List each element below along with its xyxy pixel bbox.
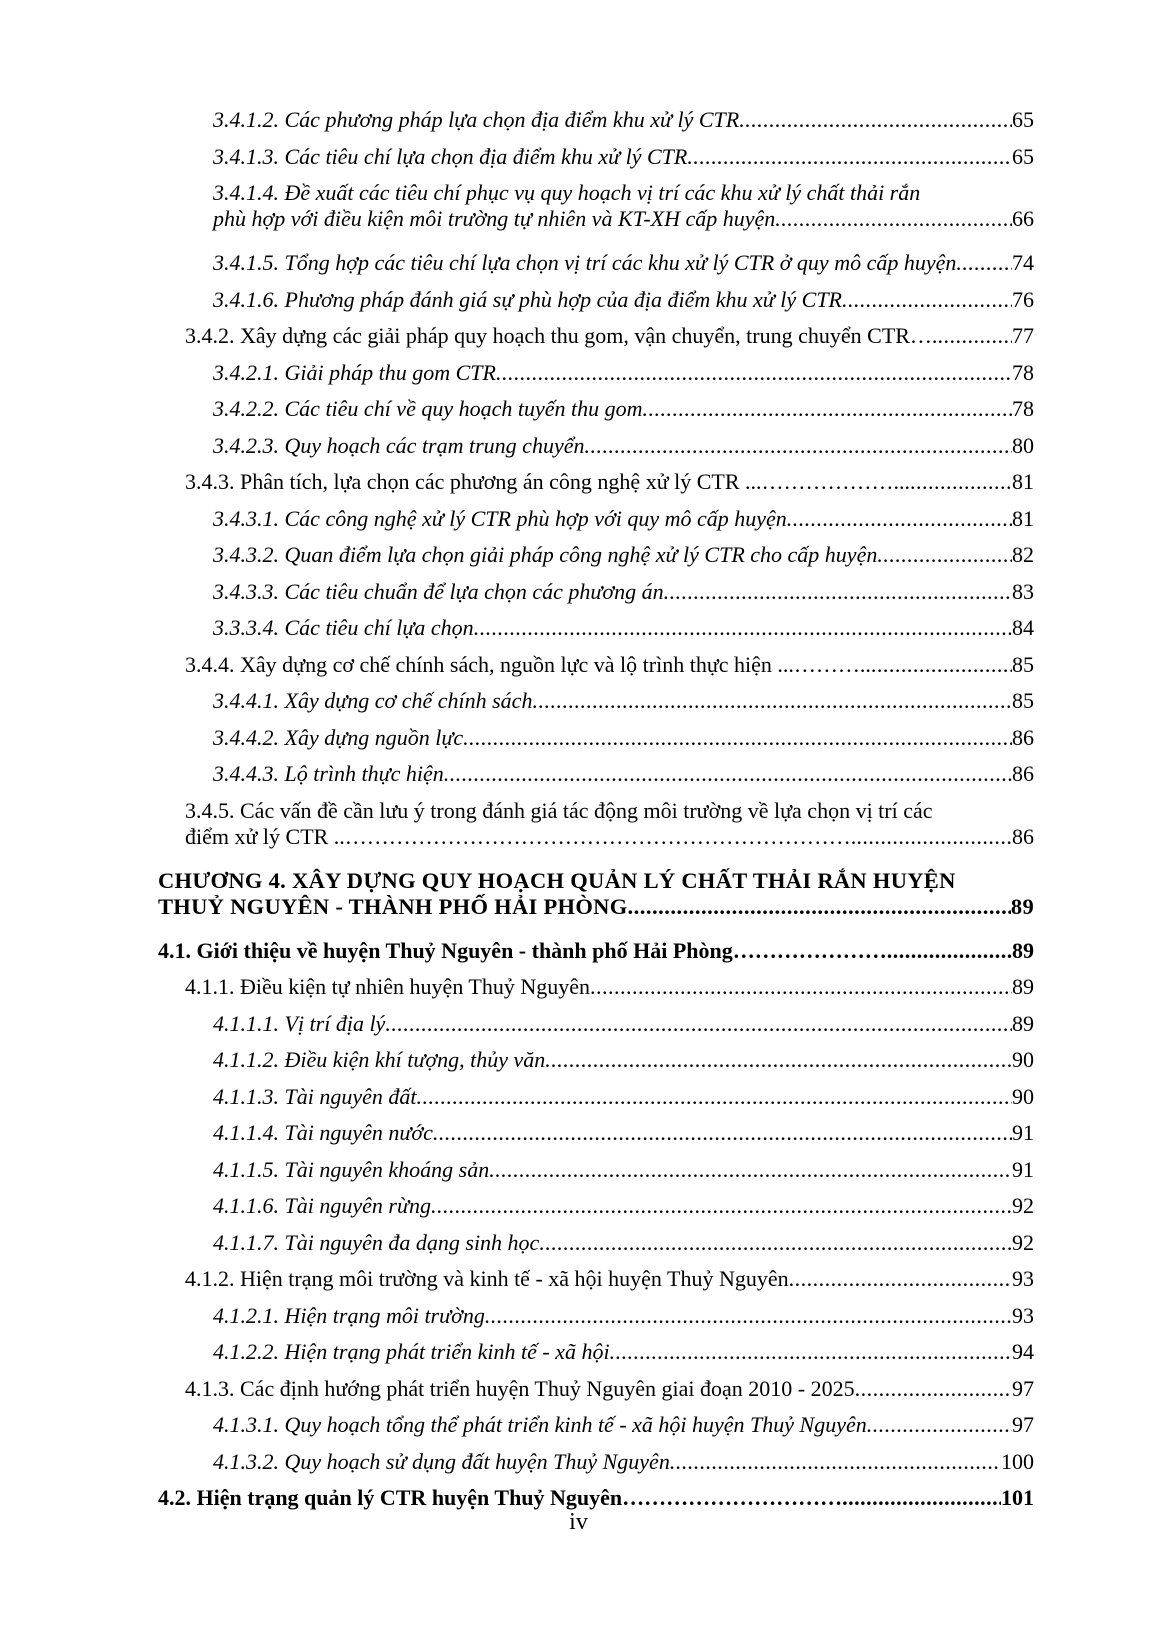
toc-entry-title: 3.4.1.5. Tổng hợp các tiêu chí lựa chọn vị trí các khu xử lý CTR ở quy mô cấp huyện <box>213 250 957 275</box>
dot-leader <box>385 1011 1012 1037</box>
toc-entry-page: 89 <box>1012 1010 1034 1036</box>
dot-leader <box>643 396 1012 422</box>
toc-entry-page: 94 <box>1012 1339 1034 1364</box>
toc-entry-title: 3.4.3.3. Các tiêu chuẩn để lựa chọn các phương án <box>213 578 664 604</box>
toc-entry <box>158 542 1034 579</box>
toc-entry-title: 3.4.2.1. Giải pháp thu gom CTR <box>213 359 496 385</box>
toc-entry-page: 90 <box>1012 1047 1034 1072</box>
toc-entry-page: 93 <box>1012 1266 1034 1291</box>
toc-entry-page: 91 <box>1012 1120 1034 1145</box>
toc-entry-page: 86 <box>1012 823 1034 849</box>
toc-entry-page: 82 <box>1012 542 1034 567</box>
toc-entry <box>158 1230 1034 1267</box>
toc-entry-title: 4.1.1.1. Vị trí địa lý <box>213 1010 386 1036</box>
toc-entry <box>158 688 1034 725</box>
toc-entry-page: 81 <box>1012 469 1034 494</box>
dot-leader <box>532 688 1012 714</box>
toc-entry <box>158 579 1034 616</box>
toc-entry-title: phù hợp với điều kiện môi trường tự nhiên và KT-XH cấp huyện <box>213 206 776 231</box>
toc-entry-title: 4.1.1.7. Tài nguyên đa dạng sinh học <box>213 1229 540 1255</box>
toc-entry-page: 80 <box>1012 432 1034 458</box>
toc-entry <box>158 1193 1034 1230</box>
toc-entry <box>158 469 1034 506</box>
toc-entry-title: 3.4.1.3. Các tiêu chí lựa chọn địa điểm khu xử lý CTR <box>213 143 688 169</box>
dot-leader <box>584 433 1012 459</box>
dot-leader <box>433 1120 1012 1146</box>
toc-entry <box>158 974 1034 1011</box>
dot-leader <box>887 938 1012 964</box>
toc-entry-title: 3.4.4. Xây dựng cơ chế chính sách, nguồn lực và lộ trình thực hiện ...……….. <box>185 651 871 677</box>
toc-entry-page: 83 <box>1012 578 1034 604</box>
page-number: iv <box>569 1509 588 1535</box>
toc-entry-title: 3.4.2. Xây dựng các giải pháp quy hoạch thu gom, vận chuyển, trung chuyển CTR…. <box>185 323 938 348</box>
toc-entry-page: 77 <box>1012 323 1034 348</box>
toc-entry-page: 86 <box>1012 761 1034 786</box>
toc-entry-page: 89 <box>1012 974 1034 999</box>
dot-leader <box>687 144 1012 170</box>
toc-entry-title: 3.3.3.4. Các tiêu chí lựa chọn <box>213 615 474 640</box>
toc-entry-page: 65 <box>1012 107 1034 132</box>
toc-entry <box>158 725 1034 762</box>
toc-entry-title: 4.1. Giới thiệu về huyện Thuỷ Nguyên - thành phố Hải Phòng………………… <box>158 937 887 963</box>
toc-entry-title: 3.4.1.2. Các phương pháp lựa chọn địa điểm khu xử lý CTR <box>213 107 740 132</box>
dot-leader <box>856 824 1012 850</box>
toc-entry <box>158 1339 1034 1376</box>
dot-leader <box>496 360 1012 386</box>
toc-entry-page: 65 <box>1012 143 1034 169</box>
dot-leader <box>842 1485 1001 1511</box>
toc-entry-title: điểm xử lý CTR ..……………………………………………………………. <box>185 823 857 849</box>
toc-entry <box>158 144 1034 181</box>
dot-leader <box>463 725 1012 751</box>
toc-entry <box>158 1449 1034 1486</box>
dot-leader <box>937 323 1012 349</box>
toc-entry <box>158 180 1034 250</box>
toc-entry-page: 78 <box>1012 396 1034 421</box>
toc-entry-page: 100 <box>1001 1448 1034 1474</box>
toc-entry-title: 3.4.3.1. Các công nghệ xử lý CTR phù hợp với quy mô cấp huyện <box>213 505 787 531</box>
toc-entry-title: 3.4.2.3. Quy hoạch các trạm trung chuyển <box>213 432 585 458</box>
dot-leader <box>855 1376 1012 1402</box>
toc-entry-title: 3.4.4.2. Xây dựng nguồn lực <box>213 724 464 750</box>
toc-entry-page: 92 <box>1012 1193 1034 1218</box>
toc-entry-title: 4.1.2.1. Hiện trạng môi trường <box>213 1302 485 1328</box>
toc-entry-title: 4.1.3. Các định hướng phát triển huyện Thuỷ Nguyên giai đoạn 2010 - 2025 <box>185 1375 855 1401</box>
dot-leader <box>956 250 1012 276</box>
toc-entry-title-line: CHƯƠNG 4. XÂY DỰNG QUY HOẠCH QUẢN LÝ CHẤT THẢI RẮN HUYỆN <box>158 867 956 893</box>
dot-leader <box>590 974 1012 1000</box>
table-of-contents <box>158 107 1034 1522</box>
toc-entry-page: 66 <box>1012 206 1034 231</box>
toc-entry-page: 91 <box>1012 1156 1034 1182</box>
dot-leader <box>444 761 1012 787</box>
toc-entry <box>158 250 1034 287</box>
dot-leader <box>417 1084 1013 1110</box>
dot-leader <box>910 469 1012 495</box>
toc-entry-page: 85 <box>1012 651 1034 677</box>
toc-entry-page: 84 <box>1012 615 1034 640</box>
dot-leader <box>610 1339 1012 1365</box>
toc-entry-title: THUỶ NGUYÊN - THÀNH PHỐ HẢI PHÒNG <box>158 893 628 919</box>
toc-entry <box>158 652 1034 689</box>
toc-entry <box>158 1120 1034 1157</box>
toc-entry <box>158 761 1034 798</box>
toc-entry-page: 78 <box>1012 359 1034 385</box>
toc-entry-page: 89 <box>1010 893 1034 919</box>
toc-entry-title: 3.4.3.2. Quan điểm lựa chọn giải pháp công nghệ xử lý CTR cho cấp huyện <box>213 542 878 567</box>
toc-entry-title: 4.1.3.1. Quy hoạch tổng thể phát triển kinh tế - xã hội huyện Thuỷ Nguyên <box>213 1412 867 1437</box>
toc-entry-title: 4.1.1.2. Điều kiện khí tượng, thủy văn <box>213 1047 546 1072</box>
toc-entry-title: 4.1.1.4. Tài nguyên nước <box>213 1120 433 1145</box>
toc-entry <box>158 287 1034 324</box>
dot-leader <box>842 287 1012 313</box>
toc-entry <box>158 868 1034 938</box>
dot-leader <box>670 1449 1001 1475</box>
toc-entry <box>158 360 1034 397</box>
toc-entry <box>158 1011 1034 1048</box>
toc-entry <box>158 323 1034 360</box>
dot-leader <box>867 1412 1012 1438</box>
toc-entry-title: 3.4.4.3. Lộ trình thực hiện <box>213 761 444 786</box>
dot-leader <box>877 542 1012 568</box>
toc-entry-title: 3.4.2.2. Các tiêu chí về quy hoạch tuyến thu gom <box>213 396 643 421</box>
toc-entry-title: 3.4.3. Phân tích, lựa chọn các phương án công nghệ xử lý CTR ...………………... <box>185 469 911 494</box>
toc-entry-title: 3.4.4.1. Xây dựng cơ chế chính sách <box>213 688 533 713</box>
toc-entry <box>158 615 1034 652</box>
dot-leader <box>474 615 1012 641</box>
toc-entry <box>158 1157 1034 1194</box>
toc-entry-title: 4.1.2. Hiện trạng môi trường và kinh tế - xã hội huyện Thuỷ Nguyên <box>185 1266 789 1291</box>
toc-entry-title: 4.1.1. Điều kiện tự nhiên huyện Thuỷ Nguyên <box>185 974 591 999</box>
toc-entry-page: 97 <box>1012 1412 1034 1437</box>
toc-entry-page: 81 <box>1012 505 1034 531</box>
toc-entry-title: 4.1.1.5. Tài nguyên khoáng sản <box>213 1156 490 1182</box>
toc-entry <box>158 1303 1034 1340</box>
toc-entry-page: 76 <box>1012 286 1034 312</box>
toc-entry <box>158 506 1034 543</box>
toc-entry-page: 86 <box>1012 724 1034 750</box>
toc-entry-page: 85 <box>1012 688 1034 713</box>
toc-entry <box>158 1376 1034 1413</box>
toc-entry <box>158 798 1034 868</box>
toc-entry <box>158 107 1034 144</box>
dot-leader <box>739 107 1012 133</box>
toc-entry-page: 97 <box>1012 1375 1034 1401</box>
toc-entry-title-line: 3.4.5. Các vấn đề cần lưu ý trong đánh giá tác động môi trường về lựa chọn vị trí các <box>185 797 933 823</box>
toc-entry-title: 4.1.1.3. Tài nguyên đất <box>213 1083 417 1109</box>
dot-leader <box>545 1047 1012 1073</box>
dot-leader <box>489 1157 1012 1183</box>
toc-entry-page: 93 <box>1012 1302 1034 1328</box>
dot-leader <box>789 1266 1012 1292</box>
dot-leader <box>539 1230 1012 1256</box>
dot-leader <box>871 652 1012 678</box>
dot-leader <box>431 1193 1012 1219</box>
toc-entry-title: 4.1.2.2. Hiện trạng phát triển kinh tế - xã hội <box>213 1339 610 1364</box>
toc-entry-page: 90 <box>1012 1083 1034 1109</box>
toc-entry <box>158 938 1034 975</box>
toc-entry-page: 89 <box>1012 937 1034 963</box>
toc-entry-title: 4.1.3.2. Quy hoạch sử dụng đất huyện Thuỷ Nguyên <box>213 1448 670 1474</box>
toc-entry <box>158 1084 1034 1121</box>
dot-leader <box>485 1303 1012 1329</box>
dot-leader <box>775 206 1012 232</box>
toc-entry <box>158 396 1034 433</box>
toc-entry-title: 4.2. Hiện trạng quản lý CTR huyện Thuỷ Nguyên………………………… <box>158 1485 843 1510</box>
toc-entry <box>158 433 1034 470</box>
dot-leader <box>628 894 1011 920</box>
toc-entry-title: 4.1.1.6. Tài nguyên rừng <box>213 1193 431 1218</box>
toc-entry-page: 74 <box>1012 250 1034 275</box>
toc-entry-title-line: 3.4.1.4. Đề xuất các tiêu chí phục vụ quy hoạch vị trí các khu xử lý chất thải rắn <box>213 180 921 205</box>
dot-leader <box>664 579 1012 605</box>
toc-entry-title: 3.4.1.6. Phương pháp đánh giá sự phù hợp của địa điểm khu xử lý CTR <box>213 286 842 312</box>
toc-entry <box>158 1047 1034 1084</box>
toc-entry-page: 92 <box>1012 1229 1034 1255</box>
dot-leader <box>787 506 1012 532</box>
toc-entry <box>158 1266 1034 1303</box>
toc-entry <box>158 1412 1034 1449</box>
toc-entry-page: 101 <box>1001 1485 1034 1510</box>
